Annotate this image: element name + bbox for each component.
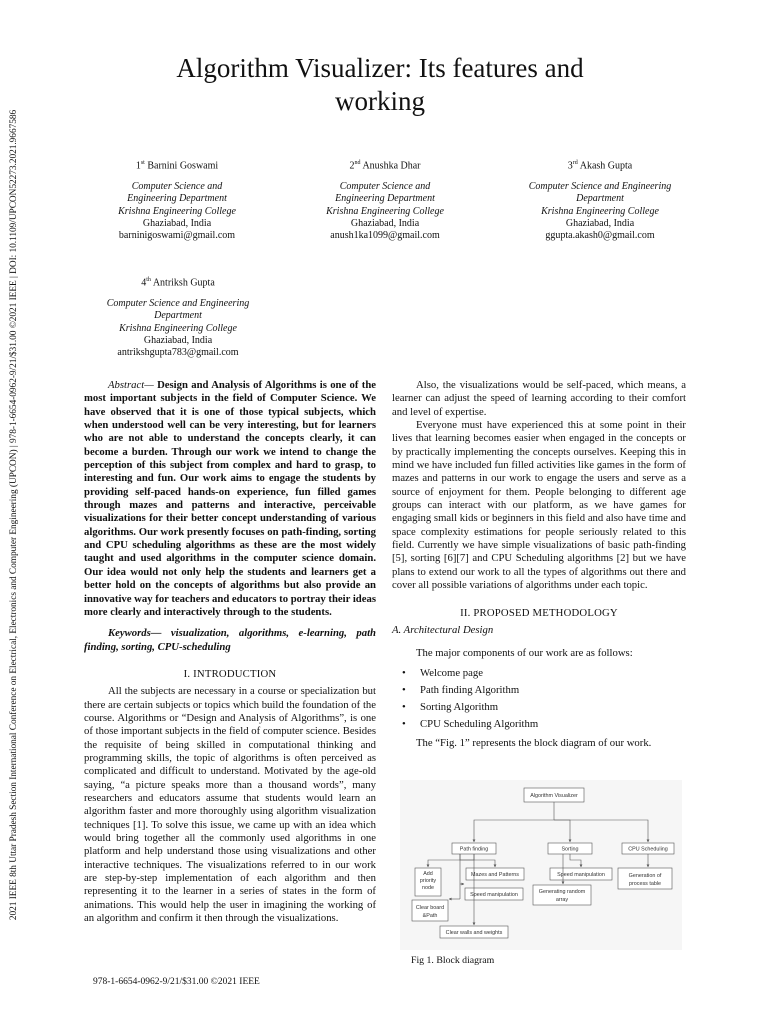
- left-column: [84, 379, 376, 925]
- label-path: Path finding: [459, 846, 489, 853]
- author-city: Ghaziabad, India: [143, 334, 213, 346]
- list-item: • Path finding Algorithm: [402, 683, 520, 696]
- intro-heading: I. INTRODUCTION: [183, 667, 277, 680]
- author-dept: Computer Science and Engineering Department: [106, 297, 250, 322]
- components-intro: The major components of our work are as follows:: [416, 647, 633, 660]
- right-paragraph-1: Also, the visualizations would be self-paced, which means, a learner can adjust the speed of learning according to their comfort and level of expertise.: [392, 379, 686, 418]
- sidebar-text: 2021 IEEE 8th Uttar Pradesh Section International Conference on Electrical, Electronics and Computer Engineering (UPCON) | 978-1-6654-0962-9/21/$31.00 ©2021 IEEE | DOI: 10.1109/UPCON52273.2021.9667586: [9, 109, 19, 921]
- author-1: [108, 157, 246, 243]
- label-speed-1: Speed manipulation: [470, 892, 518, 898]
- right-column: [392, 379, 686, 750]
- label-add-3: node: [422, 885, 434, 891]
- diagram-background: [400, 780, 682, 950]
- figure-caption: Fig 1. Block diagram: [411, 955, 495, 966]
- list-item: • CPU Scheduling Algorithm: [402, 717, 539, 730]
- block-diagram: [400, 780, 682, 950]
- author-city: Ghaziabad, India: [350, 217, 420, 229]
- fig-reference: The “Fig. 1” represents the block diagram of our work.: [416, 736, 652, 749]
- label-proc-1: Generation of: [628, 873, 662, 879]
- footer-copyright: 978-1-6654-0962-9/21/$31.00 ©2021 IEEE: [93, 977, 260, 987]
- author-4: [102, 274, 254, 360]
- label-cpu: CPU Scheduling: [628, 846, 668, 853]
- paper-title: Algorithm Visualizer: Its features and working: [176, 53, 584, 116]
- author-org: Krishna Engineering College: [118, 205, 236, 217]
- keywords: [84, 627, 376, 654]
- author-email: barninigoswami@gmail.com: [118, 230, 236, 242]
- label-mazes: Mazes and Patterns: [471, 872, 519, 878]
- author-city: Ghaziabad, India: [565, 217, 635, 229]
- author-dept: Computer Science and Engineering Department: [127, 180, 227, 205]
- author-org: Krishna Engineering College: [326, 205, 444, 217]
- abstract-label: Abstract—: [108, 379, 154, 391]
- label-gen-1: Generating random: [538, 889, 586, 895]
- label-clear-2: &Path: [422, 913, 438, 919]
- author-org: Krishna Engineering College: [119, 322, 237, 334]
- author-email: ggupta.akash0@gmail.com: [545, 230, 655, 242]
- abstract: [84, 379, 376, 619]
- right-paragraph-2: Everyone must have experienced this at some point in their lives that learning becomes easier when engaged in the concepts or by practically implementing the concepts ourselves. Keeping this in mind we have included fun filled activities like games in the form of mazes and patterns in our work to engage the users and serve as a source of enjoyment for them. People belonging to different age groups can interact with our platform, as we have games for engaging small kids or beginners in this field and also have time and space complexity estimations for people seriously related to this field. Currently we have simple visualizations of basic path-finding [5], sorting [6][7] and CPU Scheduling algorithms [2] but we have plans to extend our work to all the types of algorithms out there and cover all possible variations of algorithms under each topic.: [392, 419, 686, 592]
- author-dept: Computer Science and Engineering Department: [335, 180, 435, 205]
- author-2: [316, 157, 454, 243]
- author-org: Krishna Engineering College: [541, 205, 659, 217]
- label-gen-2: array: [555, 897, 569, 903]
- label-add-1: Add: [423, 871, 433, 877]
- label-proc-2: process table: [628, 881, 662, 887]
- author-email: anush1ka1099@gmail.com: [330, 230, 440, 242]
- arch-heading: A. Architectural Design: [392, 623, 494, 636]
- author-name: 4th Antriksh Gupta: [141, 277, 215, 289]
- list-item: • Sorting Algorithm: [402, 700, 499, 713]
- author-email: antrikshgupta783@gmail.com: [117, 347, 239, 359]
- author-name: 1st Barnini Goswami: [135, 160, 219, 172]
- label-sorting: Sorting: [561, 846, 579, 853]
- label-walls: Clear walls and weights: [445, 930, 503, 936]
- author-city: Ghaziabad, India: [142, 217, 212, 229]
- keywords-label: Keywords—: [108, 627, 162, 640]
- methodology-heading: II. PROPOSED METHODOLOGY: [460, 606, 618, 619]
- author-name: 2nd Anushka Dhar: [349, 160, 421, 172]
- sidebar-citation: [6, 60, 22, 970]
- label-add-2: priority: [419, 878, 437, 884]
- components-list: [392, 665, 686, 733]
- author-dept: Computer Science and Engineering Department: [528, 180, 672, 205]
- label-speed-2: Speed manipulation: [557, 872, 605, 878]
- author-name: 3rd Akash Gupta: [567, 160, 633, 172]
- label-clear-1: Clear board: [415, 905, 445, 911]
- label-root: Algorithm Visualizer: [530, 793, 578, 799]
- abstract-text: Design and Analysis of Algorithms is one of the most important subjects in the field of Computer Science. We have observed that it is one of those typical subjects, which when understood well can be very interesting, but for learners who are not able to understand the concepts clearly, it can become a burden. Through our work we intend to change the perception of this subject from complex and hard to grasp, to interesting and fun. Our work aims to engage the students by providing self-paced hands-on experience, fun filled games through mazes and patterns and interactive, perceivable visualizations for their better concept understanding of various algorithms. Our work presently focuses on path-finding, sorting and CPU scheduling algorithms as these are the most widely taught and used algorithms in the computer science domain. Our idea would not only help the students and learners get a better hold on the concepts of algorithms but also provide an innovative way for teachers and educators to portray their ideas more clearly and interactively through to the students.: [84, 379, 377, 618]
- keywords-text: visualization, algorithms, e-learning, path finding, sorting, CPU-scheduling: [84, 627, 376, 653]
- intro-paragraph: All the subjects are necessary in a course or specialization but there are certain subjects or topics which build the foundation of the course. Algorithms or “Design and Analysis of Algorithms”, is one of those important subjects in the field of computer science. Besides the requisite of being skilled in computational thinking and programming skills, the topic of algorithms is often perceived as complicated and difficult to understand. Motivated by the age-old saying, “a picture speaks more than a thousand words”, many researchers and educators assume that students would learn an algorithm faster and more thoroughly using algorithm visualization techniques [1]. To solve this issue, we came up with an idea which would bring together all the commonly used algorithms in one platform and help understand those using visualizations and other interactive techniques. The visualizations referred to in our work are step-by-step implementation of each algorithm and then representing it to the learner in a series of states in the form of animations. This would help the user in imagining the working of an algorithm and confirm it then through the visualizations.: [84, 685, 376, 925]
- author-3: [522, 157, 678, 243]
- list-item: • Welcome page: [402, 666, 483, 679]
